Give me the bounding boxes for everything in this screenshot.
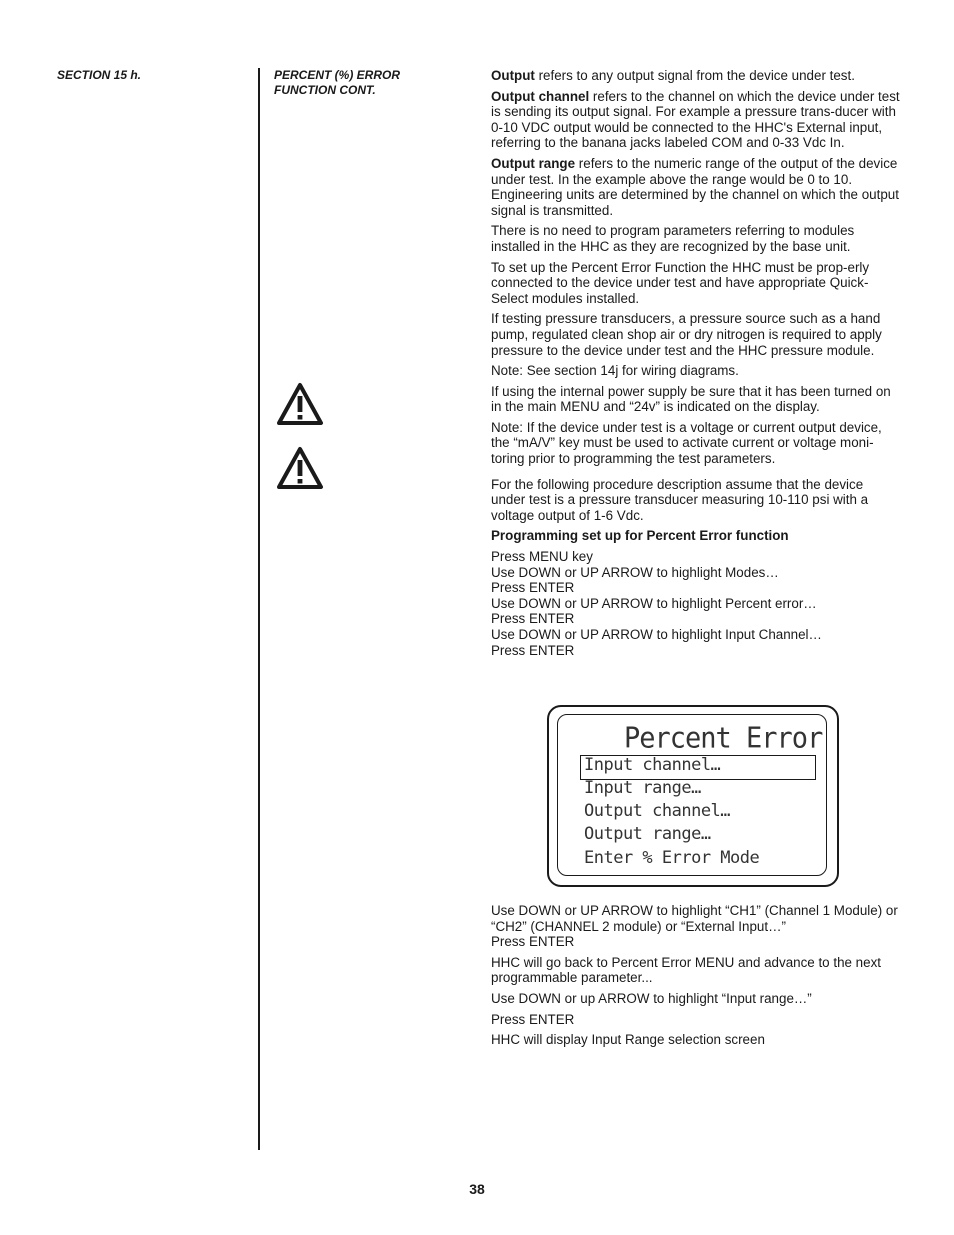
step: Press ENTER xyxy=(491,580,575,596)
lcd-screen xyxy=(557,714,827,876)
paragraph: There is no need to program parameters referring to modules installed in the HHC as they are recognized by the base unit. xyxy=(491,223,855,254)
lcd-row: Output channel… xyxy=(584,801,731,821)
paragraph: Output channel refers to the channel on which the device under test is sending its output signal. For example a pressure trans-ducer with 0-10 VDC output would be connected to the HHC's External input, referring to the banana jacks labeled COM and 0-33 Vdc In. xyxy=(491,88,900,151)
vertical-divider xyxy=(258,68,260,1150)
paragraph: Output refers to any output signal from the device under test. xyxy=(491,68,855,83)
step: Use DOWN or UP ARROW to highlight Input Channel… xyxy=(491,627,822,642)
lcd-title: Percent Error xyxy=(624,722,823,755)
paragraph: Press ENTER xyxy=(491,934,575,950)
lcd-row: Input channel… xyxy=(584,755,721,775)
paragraph: HHC will go back to Percent Error MENU and advance to the next programmable parameter... xyxy=(491,954,881,986)
step: Press ENTER xyxy=(491,642,575,658)
paragraph: Note: See section 14j for wiring diagrams. xyxy=(491,363,739,379)
step: Press MENU key xyxy=(491,549,593,565)
lcd-display xyxy=(547,705,839,887)
section-label: SECTION 15 h. xyxy=(57,68,142,82)
paragraph: For the following procedure description assume that the device under test is a pressure transducer measuring 10-110 psi with a voltage output of 1-6 Vdc. xyxy=(491,476,869,523)
warning-icon xyxy=(276,446,324,490)
lcd-row: Input range… xyxy=(584,778,701,798)
step: Use DOWN or UP ARROW to highlight Percent error… xyxy=(491,595,817,611)
lcd-row: Output range… xyxy=(584,824,711,844)
after-text xyxy=(491,903,901,1053)
paragraph: To set up the Percent Error Function the HHC must be prop-erly connected to the device under test and have appropriate Quick-Select modules installed. xyxy=(491,259,870,306)
subsection-label: PERCENT (%) ERROR FUNCTION CONT. xyxy=(274,68,401,97)
paragraph: If using the internal power supply be sure that it has been turned on in the main MENU and “24v” is indicated on the display. xyxy=(491,383,891,415)
paragraph: Note: If the device under test is a voltage or current output device, the “mA/V” key must be used to activate current or voltage moni-toring prior to programming the test parameters. xyxy=(491,419,882,467)
paragraph: Use DOWN or up ARROW to highlight “Input range…” xyxy=(491,990,812,1006)
procedure-steps xyxy=(491,549,901,658)
paragraph: Output range refers to the numeric range of the output of the device under test. In the example above the range would be 0 to 10. Engineering units are determined by the channel on which the output signal is transmitted. xyxy=(491,155,899,218)
paragraph: Press ENTER xyxy=(491,1011,575,1027)
page-number: 38 xyxy=(469,1181,485,1197)
step: Press ENTER xyxy=(491,611,575,627)
step: Use DOWN or UP ARROW to highlight Modes… xyxy=(491,564,779,580)
lcd-row: Enter % Error Mode xyxy=(584,848,760,868)
paragraph: HHC will display Input Range selection screen xyxy=(491,1032,765,1048)
paragraph: Use DOWN or UP ARROW to highlight “CH1” (Channel 1 Module) or “CH2” (CHANNEL 2 module) or “External Input…” xyxy=(491,903,898,934)
warning-icon xyxy=(276,382,324,426)
procedure-heading: Programming set up for Percent Error function xyxy=(491,528,789,544)
main-text xyxy=(491,68,901,663)
paragraph: If testing pressure transducers, a pressure source such as a hand pump, regulated clean shop air or dry nitrogen is required to apply pressure to the device under test and the HHC pressure module. xyxy=(491,311,882,358)
